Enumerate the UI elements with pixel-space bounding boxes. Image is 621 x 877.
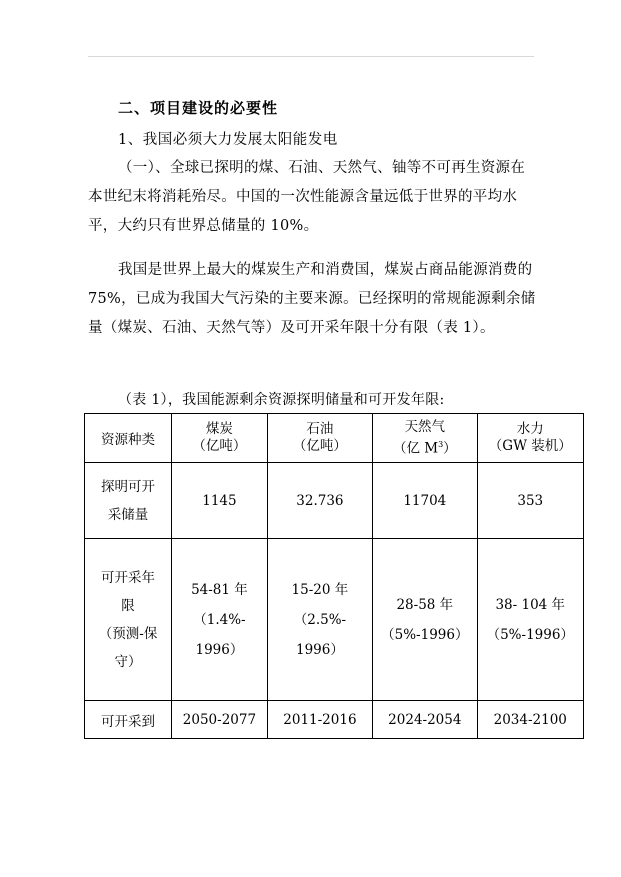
header-hydro-unit: （GW 装机） (488, 438, 572, 454)
years-coal-line: （1.4%- (193, 611, 246, 628)
paragraph-resources: （一）、全球已探明的煤、石油、天然气、铀等不可再生资源在本世纪末将消耗殆尽。中国的一次性能源含量远低于世界的平均水平，大约只有世界总储量的 10%。 (88, 160, 526, 234)
header-cell-gas (373, 414, 477, 463)
header-gas-name: 天然气 (404, 418, 446, 435)
reserve-hydro-cell: 353 (477, 463, 583, 539)
header-gas-unit: （亿 M (392, 440, 439, 457)
table-row (85, 463, 584, 539)
until-coal-cell: 2050-2077 (172, 701, 268, 739)
header-rule (88, 56, 534, 57)
table-row (85, 701, 584, 739)
header-coal-name: 煤炭 (205, 421, 233, 437)
reserve-oil-cell: 32.736 (267, 463, 372, 539)
reserve-label-line: 探明可开 (101, 478, 156, 495)
table-row (85, 539, 584, 701)
table-caption: （表 1），我国能源剩余资源探明储量和可开发年限: (118, 392, 445, 408)
energy-reserves-table (84, 413, 584, 739)
header-cell-oil (267, 414, 372, 463)
reserve-label-cell (85, 463, 172, 539)
years-coal-cell (172, 539, 268, 701)
until-oil-cell: 2011-2016 (267, 701, 372, 739)
header-gas-unit-end: ） (443, 440, 457, 457)
header-gas-unit-sup: 3 (438, 439, 444, 449)
header-cell-hydro (477, 414, 583, 463)
reserve-label-line: 采储量 (107, 506, 149, 523)
until-gas-cell: 2024-2054 (373, 701, 477, 739)
years-gas-cell (373, 539, 477, 701)
years-coal-line: 54-81 年 (191, 581, 248, 598)
years-gas-line: （5%-1996） (381, 626, 469, 643)
years-hydro-line: 38- 104 年 (495, 596, 566, 613)
until-hydro-cell: 2034-2100 (477, 701, 583, 739)
years-coal-line: 1996） (195, 641, 244, 658)
years-hydro-line: （5%-1996） (486, 626, 574, 643)
years-label-line: 可开采年 (101, 569, 156, 586)
years-label-line: 限 (121, 597, 135, 614)
years-oil-line: （2.5%- (293, 611, 347, 628)
years-label-line: （预测-保 (98, 625, 158, 642)
years-hydro-cell (477, 539, 583, 701)
years-oil-line: 15-20 年 (291, 581, 349, 598)
reserve-coal-cell: 1145 (172, 463, 268, 539)
header-coal-unit: （亿吨） (192, 438, 247, 454)
years-label-cell (85, 539, 172, 701)
paragraph-coal: 我国是世界上最大的煤炭生产和消费国，煤炭占商品能源消费的 75%，已成为我国大气污染的主要来源。已经探明的常规能源剩余储量（煤炭、石油、天然气等）及可开采年限十分有限（表 1）。 (88, 262, 536, 336)
years-oil-cell (267, 539, 372, 701)
header-label-cell: 资源种类 (85, 414, 172, 463)
header-oil-name: 石油 (306, 421, 334, 437)
years-label-line: 守） (114, 653, 142, 670)
years-oil-line: 1996） (295, 641, 344, 658)
until-label-cell: 可开采到 (85, 701, 172, 739)
reserve-gas-cell: 11704 (373, 463, 477, 539)
section-subheading: 1、我国必须大力发展太阳能发电 (118, 132, 338, 148)
years-gas-line: 28-58 年 (396, 596, 454, 613)
table-header-row (85, 414, 584, 463)
section-heading: 二、项目建设的必要性 (118, 99, 279, 117)
header-gas-unit-wrap (373, 436, 476, 458)
header-cell-coal (172, 414, 268, 463)
header-hydro-name: 水力 (516, 421, 544, 437)
header-oil-unit: （亿吨） (292, 438, 347, 454)
